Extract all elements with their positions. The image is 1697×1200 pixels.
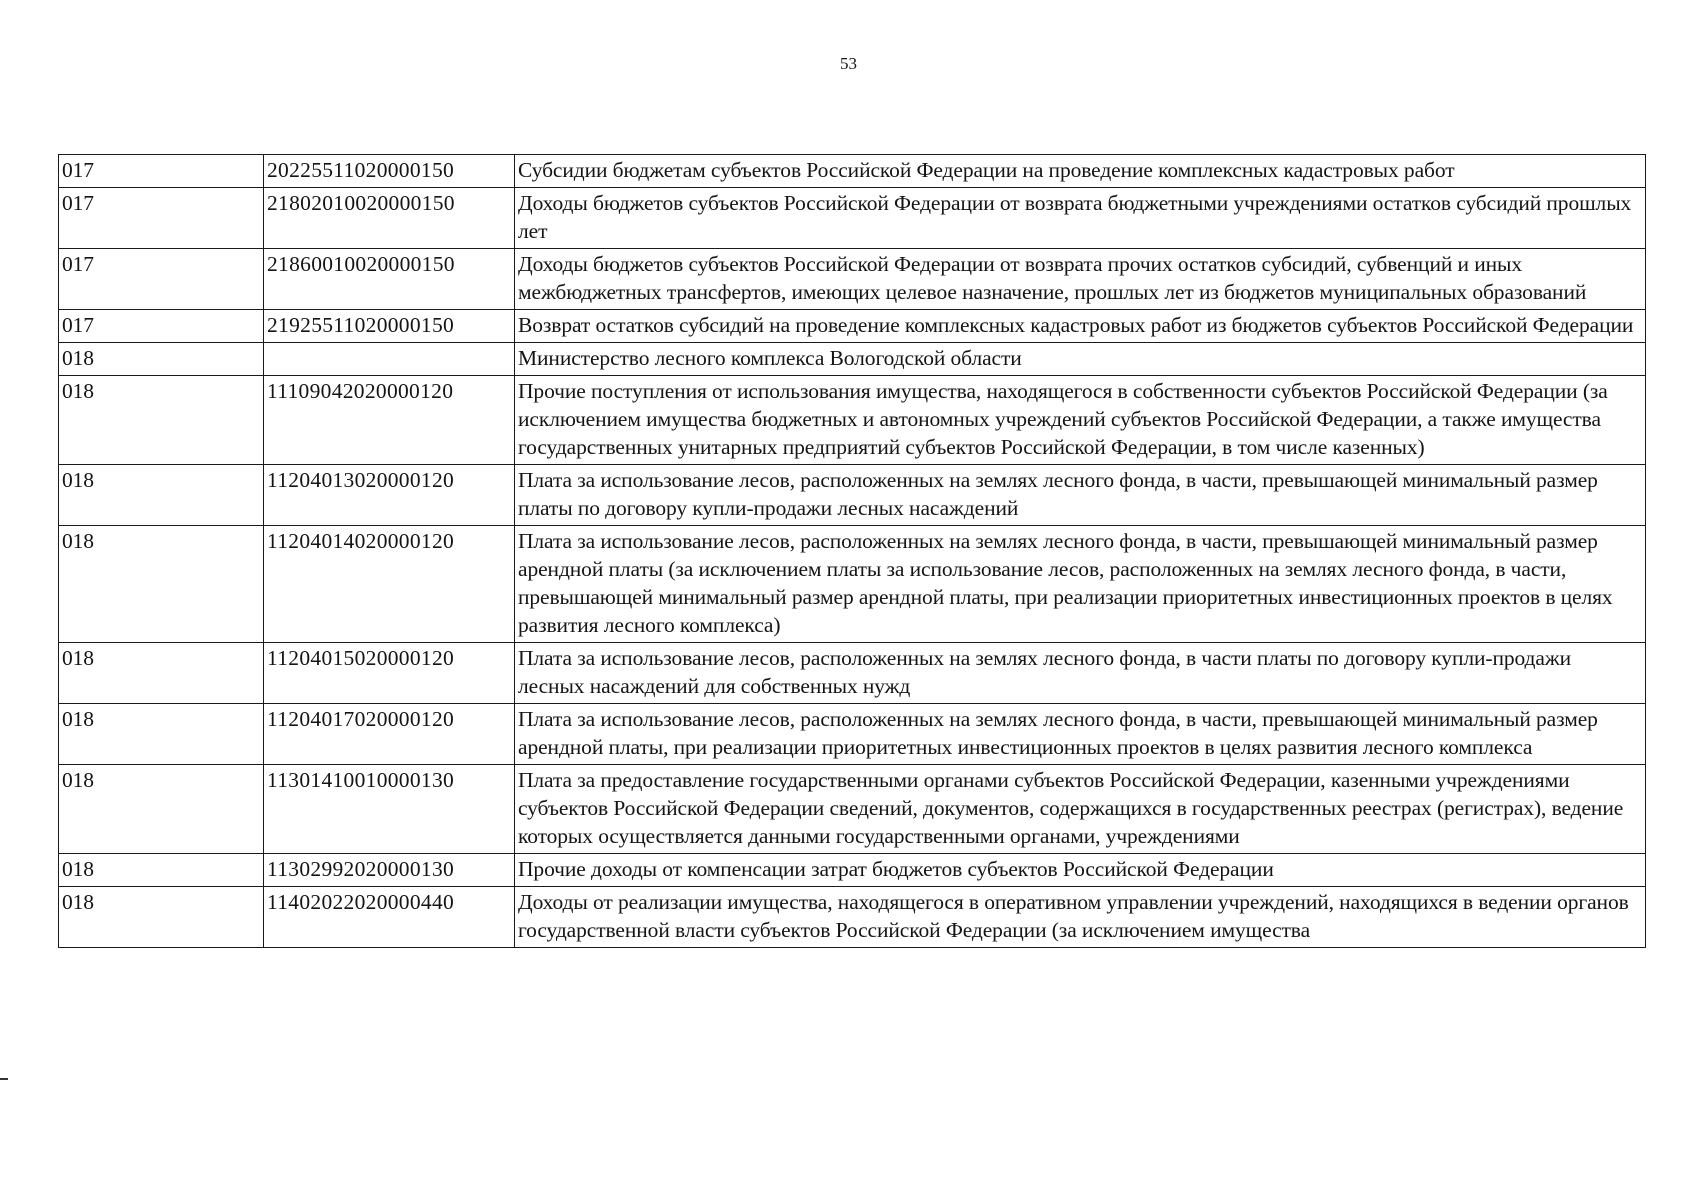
table-row (59, 465, 1646, 526)
table-row (59, 155, 1646, 188)
table-row (59, 704, 1646, 765)
revenue-code-cell: 11204014020000120 (264, 526, 515, 643)
table-row (59, 343, 1646, 376)
admin-code-cell: 018 (59, 887, 264, 948)
admin-code-cell: 018 (59, 765, 264, 854)
admin-code-cell: 018 (59, 376, 264, 465)
revenue-code-cell: 11109042020000120 (264, 376, 515, 465)
table-body (59, 155, 1646, 948)
revenue-code-cell: 20225511020000150 (264, 155, 515, 188)
revenue-name-cell: Возврат остатков субсидий на проведение комплексных кадастровых работ из бюджетов субъектов Российской Федерации (515, 310, 1646, 343)
table-row (59, 376, 1646, 465)
revenue-name-cell: Плата за использование лесов, расположенных на землях лесного фонда, в части, превышающей минимальный размер арендной платы, при реализации приоритетных инвестиционных проектов в целях развития лесного комплекса (515, 704, 1646, 765)
revenue-code-cell: 21860010020000150 (264, 249, 515, 310)
revenue-code-cell: 11301410010000130 (264, 765, 515, 854)
admin-code-cell: 018 (59, 854, 264, 887)
revenue-name-cell: Министерство лесного комплекса Вологодской области (515, 343, 1646, 376)
revenue-name-cell: Плата за использование лесов, расположенных на землях лесного фонда, в части, превышающей минимальный размер арендной платы (за исключением платы за использование лесов, расположенных на землях лесного фонда, в части, превышающей минимальный размер арендной платы, при реализации приоритетных инвестиционных проектов в целях развития лесного комплекса) (515, 526, 1646, 643)
admin-code-cell: 017 (59, 249, 264, 310)
revenue-name-cell: Прочие доходы от компенсации затрат бюджетов субъектов Российской Федерации (515, 854, 1646, 887)
revenue-name-cell: Плата за предоставление государственными органами субъектов Российской Федерации, казенными учреждениями субъектов Российской Федерации сведений, документов, содержащихся в государственных реестрах (регистрах), ведение которых осуществляется данными государственными органами, учреждениями (515, 765, 1646, 854)
revenue-code-cell: 11204017020000120 (264, 704, 515, 765)
admin-code-cell: 017 (59, 188, 264, 249)
page-number: 53 (840, 54, 857, 73)
revenue-name-cell: Доходы бюджетов субъектов Российской Федерации от возврата бюджетными учреждениями остатков субсидий прошлых лет (515, 188, 1646, 249)
revenue-code-cell: 11302992020000130 (264, 854, 515, 887)
admin-code-cell: 018 (59, 343, 264, 376)
admin-code-cell: 018 (59, 704, 264, 765)
table-row (59, 887, 1646, 948)
revenue-name-cell: Прочие поступления от использования имущества, находящегося в собственности субъектов Российской Федерации (за исключением имущества бюджетных и автономных учреждений субъектов Российской Федерации, а также имущества государственных унитарных предприятий субъектов Российской Федерации, в том числе казенных) (515, 376, 1646, 465)
table-row (59, 643, 1646, 704)
revenue-codes-table (58, 154, 1646, 948)
revenue-name-cell: Плата за использование лесов, расположенных на землях лесного фонда, в части платы по договору купли-продажи лесных насаждений для собственных нужд (515, 643, 1646, 704)
revenue-name-cell: Субсидии бюджетам субъектов Российской Федерации на проведение комплексных кадастровых работ (515, 155, 1646, 188)
table-row (59, 854, 1646, 887)
table-row (59, 310, 1646, 343)
revenue-name-cell: Доходы бюджетов субъектов Российской Федерации от возврата прочих остатков субсидий, субвенций и иных межбюджетных трансфертов, имеющих целевое назначение, прошлых лет из бюджетов муниципальных образований (515, 249, 1646, 310)
admin-code-cell: 018 (59, 643, 264, 704)
revenue-name-cell: Плата за использование лесов, расположенных на землях лесного фонда, в части, превышающей минимальный размер платы по договору купли-продажи лесных насаждений (515, 465, 1646, 526)
admin-code-cell: 017 (59, 155, 264, 188)
table-row (59, 526, 1646, 643)
table-row (59, 249, 1646, 310)
revenue-code-cell: 21802010020000150 (264, 188, 515, 249)
admin-code-cell: 017 (59, 310, 264, 343)
revenue-code-cell (264, 343, 515, 376)
revenue-code-cell: 11402022020000440 (264, 887, 515, 948)
admin-code-cell: 018 (59, 526, 264, 643)
revenue-code-cell: 11204013020000120 (264, 465, 515, 526)
revenue-name-cell: Доходы от реализации имущества, находящегося в оперативном управлении учреждений, находящихся в ведении органов государственной власти субъектов Российской Федерации (за исключением имущества (515, 887, 1646, 948)
revenue-code-cell: 11204015020000120 (264, 643, 515, 704)
scan-mark (0, 1078, 8, 1080)
admin-code-cell: 018 (59, 465, 264, 526)
revenue-code-cell: 21925511020000150 (264, 310, 515, 343)
table-row (59, 188, 1646, 249)
table-row (59, 765, 1646, 854)
